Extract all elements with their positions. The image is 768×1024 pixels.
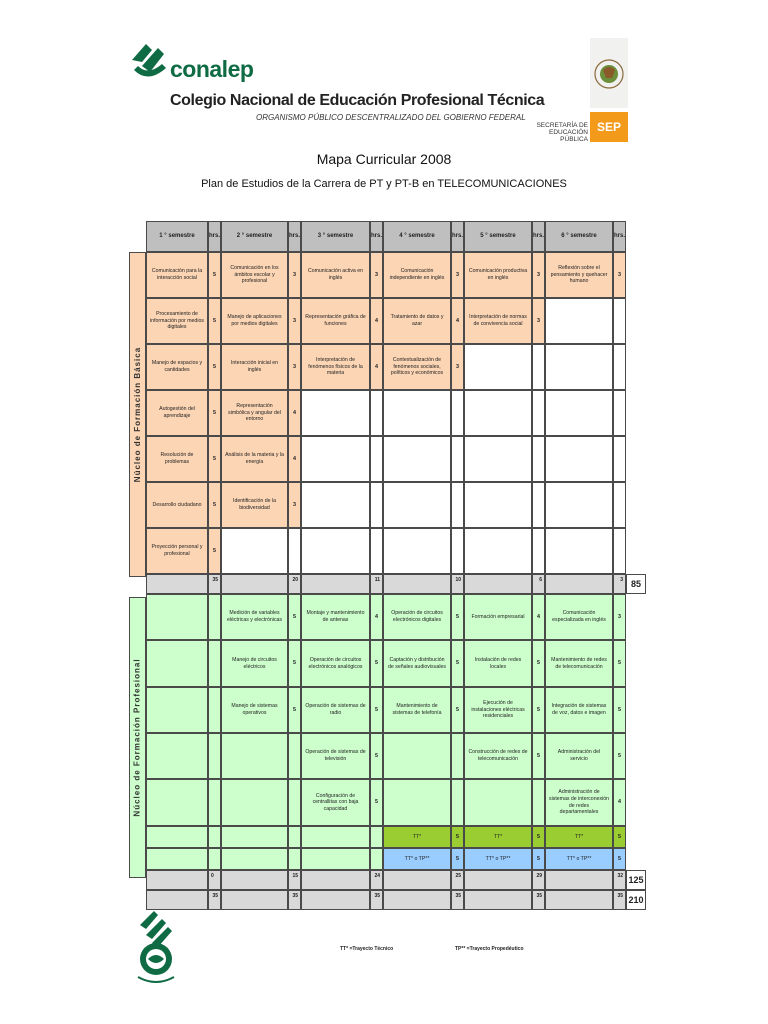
empty-cell xyxy=(221,528,288,574)
technical-or-propaedeutic-track-hours: 5 xyxy=(532,848,545,870)
empty-cell xyxy=(545,390,613,436)
empty-cell xyxy=(146,687,208,733)
technical-or-propaedeutic-track-cell: TT* o TP** xyxy=(464,848,532,870)
overall-grand-total: 210 xyxy=(626,890,646,910)
empty-cell xyxy=(370,390,383,436)
hours-cell: 3 xyxy=(613,252,626,298)
hours-cell: 4 xyxy=(370,298,383,344)
technical-or-propaedeutic-track-cell: TT* o TP** xyxy=(545,848,613,870)
hrs-header: hrs. xyxy=(613,221,626,252)
empty-cell xyxy=(545,344,613,390)
empty-cell xyxy=(383,528,451,574)
subject-cell: Análisis de la materia y la energía xyxy=(221,436,288,482)
empty-cell xyxy=(451,482,464,528)
empty-cell xyxy=(208,640,221,687)
hours-cell: 5 xyxy=(208,528,221,574)
professional-total-hours: 29 xyxy=(532,870,545,890)
subject-cell: Manejo de aplicaciones por medios digitales xyxy=(221,298,288,344)
subject-cell: Comunicación para la interacción social xyxy=(146,252,208,298)
empty-cell xyxy=(383,390,451,436)
empty-cell xyxy=(288,826,301,848)
empty-cell xyxy=(532,482,545,528)
hours-cell: 5 xyxy=(370,733,383,779)
semester-header: 2 ° semestre xyxy=(221,221,288,252)
empty-cell xyxy=(370,482,383,528)
subject-cell: Comunicación activa en inglés xyxy=(301,252,370,298)
hrs-header: hrs. xyxy=(208,221,221,252)
hours-cell: 4 xyxy=(532,594,545,640)
hours-cell: 5 xyxy=(288,594,301,640)
subject-cell: Desarrollo ciudadano xyxy=(146,482,208,528)
empty-cell xyxy=(221,733,288,779)
empty-cell xyxy=(545,436,613,482)
empty-cell xyxy=(383,482,451,528)
national-seal-icon xyxy=(590,38,628,108)
empty-cell xyxy=(464,436,532,482)
semester-header: 3 ° semestre xyxy=(301,221,370,252)
semester-header: 4 ° semestre xyxy=(383,221,451,252)
subtotal-spacer xyxy=(221,574,288,594)
college-name: Colegio Nacional de Educación Profesional Técnica xyxy=(170,92,545,109)
hrs-header: hrs. xyxy=(288,221,301,252)
subtotal-spacer xyxy=(464,870,532,890)
basic-total-hours: 3 xyxy=(613,574,626,594)
empty-cell xyxy=(532,344,545,390)
technical-track-hours: 5 xyxy=(451,826,464,848)
hours-cell: 5 xyxy=(613,687,626,733)
hours-cell: 5 xyxy=(370,687,383,733)
side-label-professional-text: Núcleo de Formación Profesional xyxy=(133,658,143,817)
empty-cell xyxy=(208,594,221,640)
empty-cell xyxy=(532,779,545,826)
empty-cell xyxy=(288,779,301,826)
subject-cell: Medición de variables eléctricas y electrónicas xyxy=(221,594,288,640)
empty-cell xyxy=(146,733,208,779)
subject-cell: Comunicación especializada en inglés xyxy=(545,594,613,640)
subject-cell: Tratamiento de datos y azar xyxy=(383,298,451,344)
hours-cell: 5 xyxy=(208,482,221,528)
technical-or-propaedeutic-track-hours: 5 xyxy=(613,848,626,870)
legend-tp: TP** =Trayecto Propedéutico xyxy=(455,946,524,952)
empty-cell xyxy=(464,390,532,436)
document-title: Mapa Curricular 2008 xyxy=(316,151,452,167)
empty-cell xyxy=(613,344,626,390)
subject-cell: Comunicación productiva en inglés xyxy=(464,252,532,298)
empty-cell xyxy=(146,848,208,870)
subject-cell: Montaje y mantenimiento de antenas xyxy=(301,594,370,640)
side-label-basic-text: Núcleo de Formación Básica xyxy=(133,346,142,483)
technical-track-cell: TT* xyxy=(545,826,613,848)
hours-cell: 3 xyxy=(532,298,545,344)
empty-cell xyxy=(146,826,208,848)
empty-cell xyxy=(208,733,221,779)
subject-cell: Representación simbólica y angular del entorno xyxy=(221,390,288,436)
semester-total-hours: 35 xyxy=(208,890,221,910)
empty-cell xyxy=(451,436,464,482)
hours-cell: 5 xyxy=(532,687,545,733)
subject-cell: Interacción inicial en inglés xyxy=(221,344,288,390)
empty-cell xyxy=(208,826,221,848)
hours-cell: 5 xyxy=(208,252,221,298)
subtotal-spacer xyxy=(545,870,613,890)
empty-cell xyxy=(288,848,301,870)
semester-total-hours: 35 xyxy=(288,890,301,910)
sep-label: SECRETARÍA DE EDUCACIÓN PÚBLICA xyxy=(536,122,588,143)
sep-badge: SEP xyxy=(590,112,628,142)
empty-cell xyxy=(613,298,626,344)
empty-cell xyxy=(370,436,383,482)
empty-cell xyxy=(532,390,545,436)
hours-cell: 5 xyxy=(532,640,545,687)
hours-cell: 5 xyxy=(208,298,221,344)
empty-cell xyxy=(301,528,370,574)
empty-cell xyxy=(383,779,451,826)
subject-cell: Administración de sistemas de interconexión de redes departamentales xyxy=(545,779,613,826)
subject-cell: Manejo de sistemas operativos xyxy=(221,687,288,733)
semester-total-hours: 35 xyxy=(613,890,626,910)
subject-cell: Comunicación en los ámbitos escolar y profesional xyxy=(221,252,288,298)
hours-cell: 5 xyxy=(370,779,383,826)
empty-cell xyxy=(613,436,626,482)
hours-cell: 3 xyxy=(370,252,383,298)
hours-cell: 4 xyxy=(370,594,383,640)
empty-cell xyxy=(301,826,370,848)
brand-name: conalep xyxy=(170,56,254,82)
technical-track-hours: 5 xyxy=(532,826,545,848)
empty-cell xyxy=(208,687,221,733)
subject-cell: Representación gráfica de funciones xyxy=(301,298,370,344)
subject-cell: Procesamiento de información por medios digitales xyxy=(146,298,208,344)
empty-cell xyxy=(464,528,532,574)
empty-cell xyxy=(208,848,221,870)
subject-cell: Interpretación de normas de convivencia social xyxy=(464,298,532,344)
empty-cell xyxy=(221,826,288,848)
subject-cell: Construcción de redes de telecomunicación xyxy=(464,733,532,779)
empty-cell xyxy=(613,528,626,574)
subtotal-spacer xyxy=(545,574,613,594)
semester-header: 1 ° semestre xyxy=(146,221,208,252)
subject-cell: Identificación de la biodiversidad xyxy=(221,482,288,528)
semester-total-hours: 35 xyxy=(451,890,464,910)
organismo-text: ORGANISMO PÚBLICO DESCENTRALIZADO DEL GOBIERNO FEDERAL xyxy=(256,113,526,122)
professional-total-hours: 0 xyxy=(208,870,221,890)
subject-cell: Operación de sistemas de televisión xyxy=(301,733,370,779)
hours-cell: 5 xyxy=(451,640,464,687)
hours-cell: 5 xyxy=(613,733,626,779)
empty-cell xyxy=(451,733,464,779)
empty-cell xyxy=(545,298,613,344)
technical-track-cell: TT* xyxy=(383,826,451,848)
empty-cell xyxy=(613,482,626,528)
empty-cell xyxy=(146,779,208,826)
hours-cell: 4 xyxy=(288,390,301,436)
hours-cell: 5 xyxy=(451,687,464,733)
basic-total-hours: 11 xyxy=(370,574,383,594)
subtotal-spacer xyxy=(301,870,370,890)
hours-cell: 3 xyxy=(532,252,545,298)
professional-total-hours: 32 xyxy=(613,870,626,890)
empty-cell xyxy=(146,640,208,687)
hours-cell: 4 xyxy=(288,436,301,482)
technical-track-hours: 5 xyxy=(613,826,626,848)
subject-cell: Contextualización de fenómenos sociales, políticos y económicos xyxy=(383,344,451,390)
subject-cell: Captación y distribución de señales audiovisuales xyxy=(383,640,451,687)
subject-cell: Mantenimiento de sistemas de telefonía xyxy=(383,687,451,733)
empty-cell xyxy=(383,733,451,779)
subtotal-spacer xyxy=(464,574,532,594)
empty-cell xyxy=(288,528,301,574)
empty-cell xyxy=(383,436,451,482)
empty-cell xyxy=(532,436,545,482)
hours-cell: 5 xyxy=(451,594,464,640)
subtotal-spacer xyxy=(301,890,370,910)
hours-cell: 3 xyxy=(451,252,464,298)
empty-cell xyxy=(545,482,613,528)
legend-tt: TT* =Trayecto Técnico xyxy=(340,946,394,952)
curriculum-grid xyxy=(146,221,646,927)
hours-cell: 3 xyxy=(288,298,301,344)
subject-cell: Resolución de problemas xyxy=(146,436,208,482)
subtotal-spacer xyxy=(221,870,288,890)
hours-cell: 5 xyxy=(288,687,301,733)
subtotal-spacer xyxy=(146,870,208,890)
empty-cell xyxy=(288,733,301,779)
subtotal-spacer xyxy=(383,870,451,890)
conalep-footer-logo-icon xyxy=(130,907,182,989)
empty-cell xyxy=(221,779,288,826)
basic-total-hours: 10 xyxy=(451,574,464,594)
hours-cell: 3 xyxy=(451,344,464,390)
basic-total-hours: 20 xyxy=(288,574,301,594)
basic-total-hours: 35 xyxy=(208,574,221,594)
subject-cell: Configuración de centrallitas con baja capacidad xyxy=(301,779,370,826)
hours-cell: 3 xyxy=(288,482,301,528)
hours-cell: 3 xyxy=(288,252,301,298)
subject-cell: Operación de circuitos electrónicos analógicos xyxy=(301,640,370,687)
empty-cell xyxy=(451,528,464,574)
empty-cell xyxy=(545,528,613,574)
empty-cell xyxy=(464,779,532,826)
subtotal-spacer xyxy=(464,890,532,910)
side-label-professional xyxy=(129,597,146,878)
basic-grand-total: 85 xyxy=(626,574,646,594)
subject-cell: Comunicación independiente en inglés xyxy=(383,252,451,298)
professional-total-hours: 25 xyxy=(451,870,464,890)
empty-cell xyxy=(208,779,221,826)
subject-cell: Ejecución de instalaciones eléctricas residenciales xyxy=(464,687,532,733)
subject-cell: Manejo de circuitos eléctricos xyxy=(221,640,288,687)
semester-total-hours: 35 xyxy=(370,890,383,910)
empty-cell xyxy=(301,436,370,482)
semester-total-hours: 35 xyxy=(532,890,545,910)
subject-cell: Interpretación de fenómenos físicos de la materia xyxy=(301,344,370,390)
empty-cell xyxy=(451,390,464,436)
hours-cell: 4 xyxy=(370,344,383,390)
hours-cell: 5 xyxy=(288,640,301,687)
hours-cell: 5 xyxy=(532,733,545,779)
subject-cell: Operación de sistemas de radio xyxy=(301,687,370,733)
hours-cell: 3 xyxy=(613,594,626,640)
empty-cell xyxy=(301,482,370,528)
subject-cell: Manejo de espacios y cantidades xyxy=(146,344,208,390)
empty-cell xyxy=(532,528,545,574)
professional-grand-total: 125 xyxy=(626,870,646,890)
subject-cell: Integración de sistemas de voz, datos e imagen xyxy=(545,687,613,733)
hours-cell: 5 xyxy=(613,640,626,687)
empty-cell xyxy=(370,528,383,574)
hours-cell: 4 xyxy=(613,779,626,826)
subject-cell: Operación de circuitos electrónicos digitales xyxy=(383,594,451,640)
hours-cell: 5 xyxy=(208,390,221,436)
hrs-header: hrs. xyxy=(451,221,464,252)
subtotal-spacer xyxy=(383,574,451,594)
empty-cell xyxy=(370,848,383,870)
side-label-basic xyxy=(129,252,146,577)
hours-cell: 5 xyxy=(208,344,221,390)
hours-cell: 4 xyxy=(451,298,464,344)
hrs-header: hrs. xyxy=(532,221,545,252)
subject-cell: Administración del servicio xyxy=(545,733,613,779)
technical-track-cell: TT* xyxy=(464,826,532,848)
empty-cell xyxy=(301,390,370,436)
subject-cell: Proyección personal y profesional xyxy=(146,528,208,574)
basic-total-hours: 6 xyxy=(532,574,545,594)
empty-cell xyxy=(370,826,383,848)
subject-cell: Autogestión del aprendizaje xyxy=(146,390,208,436)
hrs-header: hrs. xyxy=(370,221,383,252)
subject-cell: Instalación de redes locales xyxy=(464,640,532,687)
empty-cell xyxy=(146,594,208,640)
subtotal-spacer xyxy=(221,890,288,910)
subtotal-spacer xyxy=(545,890,613,910)
semester-header: 5 ° semestre xyxy=(464,221,532,252)
subject-cell: Mantenimiento de redes de telecomunicación xyxy=(545,640,613,687)
subtotal-spacer xyxy=(301,574,370,594)
hours-cell: 3 xyxy=(288,344,301,390)
professional-total-hours: 15 xyxy=(288,870,301,890)
hours-cell: 5 xyxy=(370,640,383,687)
technical-or-propaedeutic-track-hours: 5 xyxy=(451,848,464,870)
hours-cell: 5 xyxy=(208,436,221,482)
subtotal-spacer xyxy=(146,574,208,594)
empty-cell xyxy=(613,390,626,436)
conalep-logo-icon xyxy=(128,40,170,84)
subtotal-spacer xyxy=(383,890,451,910)
empty-cell xyxy=(464,482,532,528)
semester-header: 6 ° semestre xyxy=(545,221,613,252)
technical-or-propaedeutic-track-cell: TT* o TP** xyxy=(383,848,451,870)
professional-total-hours: 24 xyxy=(370,870,383,890)
empty-cell xyxy=(301,848,370,870)
subject-cell: Reflexión sobre el pensamiento y quehacer humano xyxy=(545,252,613,298)
empty-cell xyxy=(464,344,532,390)
document-subtitle: Plan de Estudios de la Carrera de PT y PT-B en TELECOMUNICACIONES xyxy=(201,178,567,190)
subject-cell: Formación empresarial xyxy=(464,594,532,640)
empty-cell xyxy=(451,779,464,826)
empty-cell xyxy=(221,848,288,870)
